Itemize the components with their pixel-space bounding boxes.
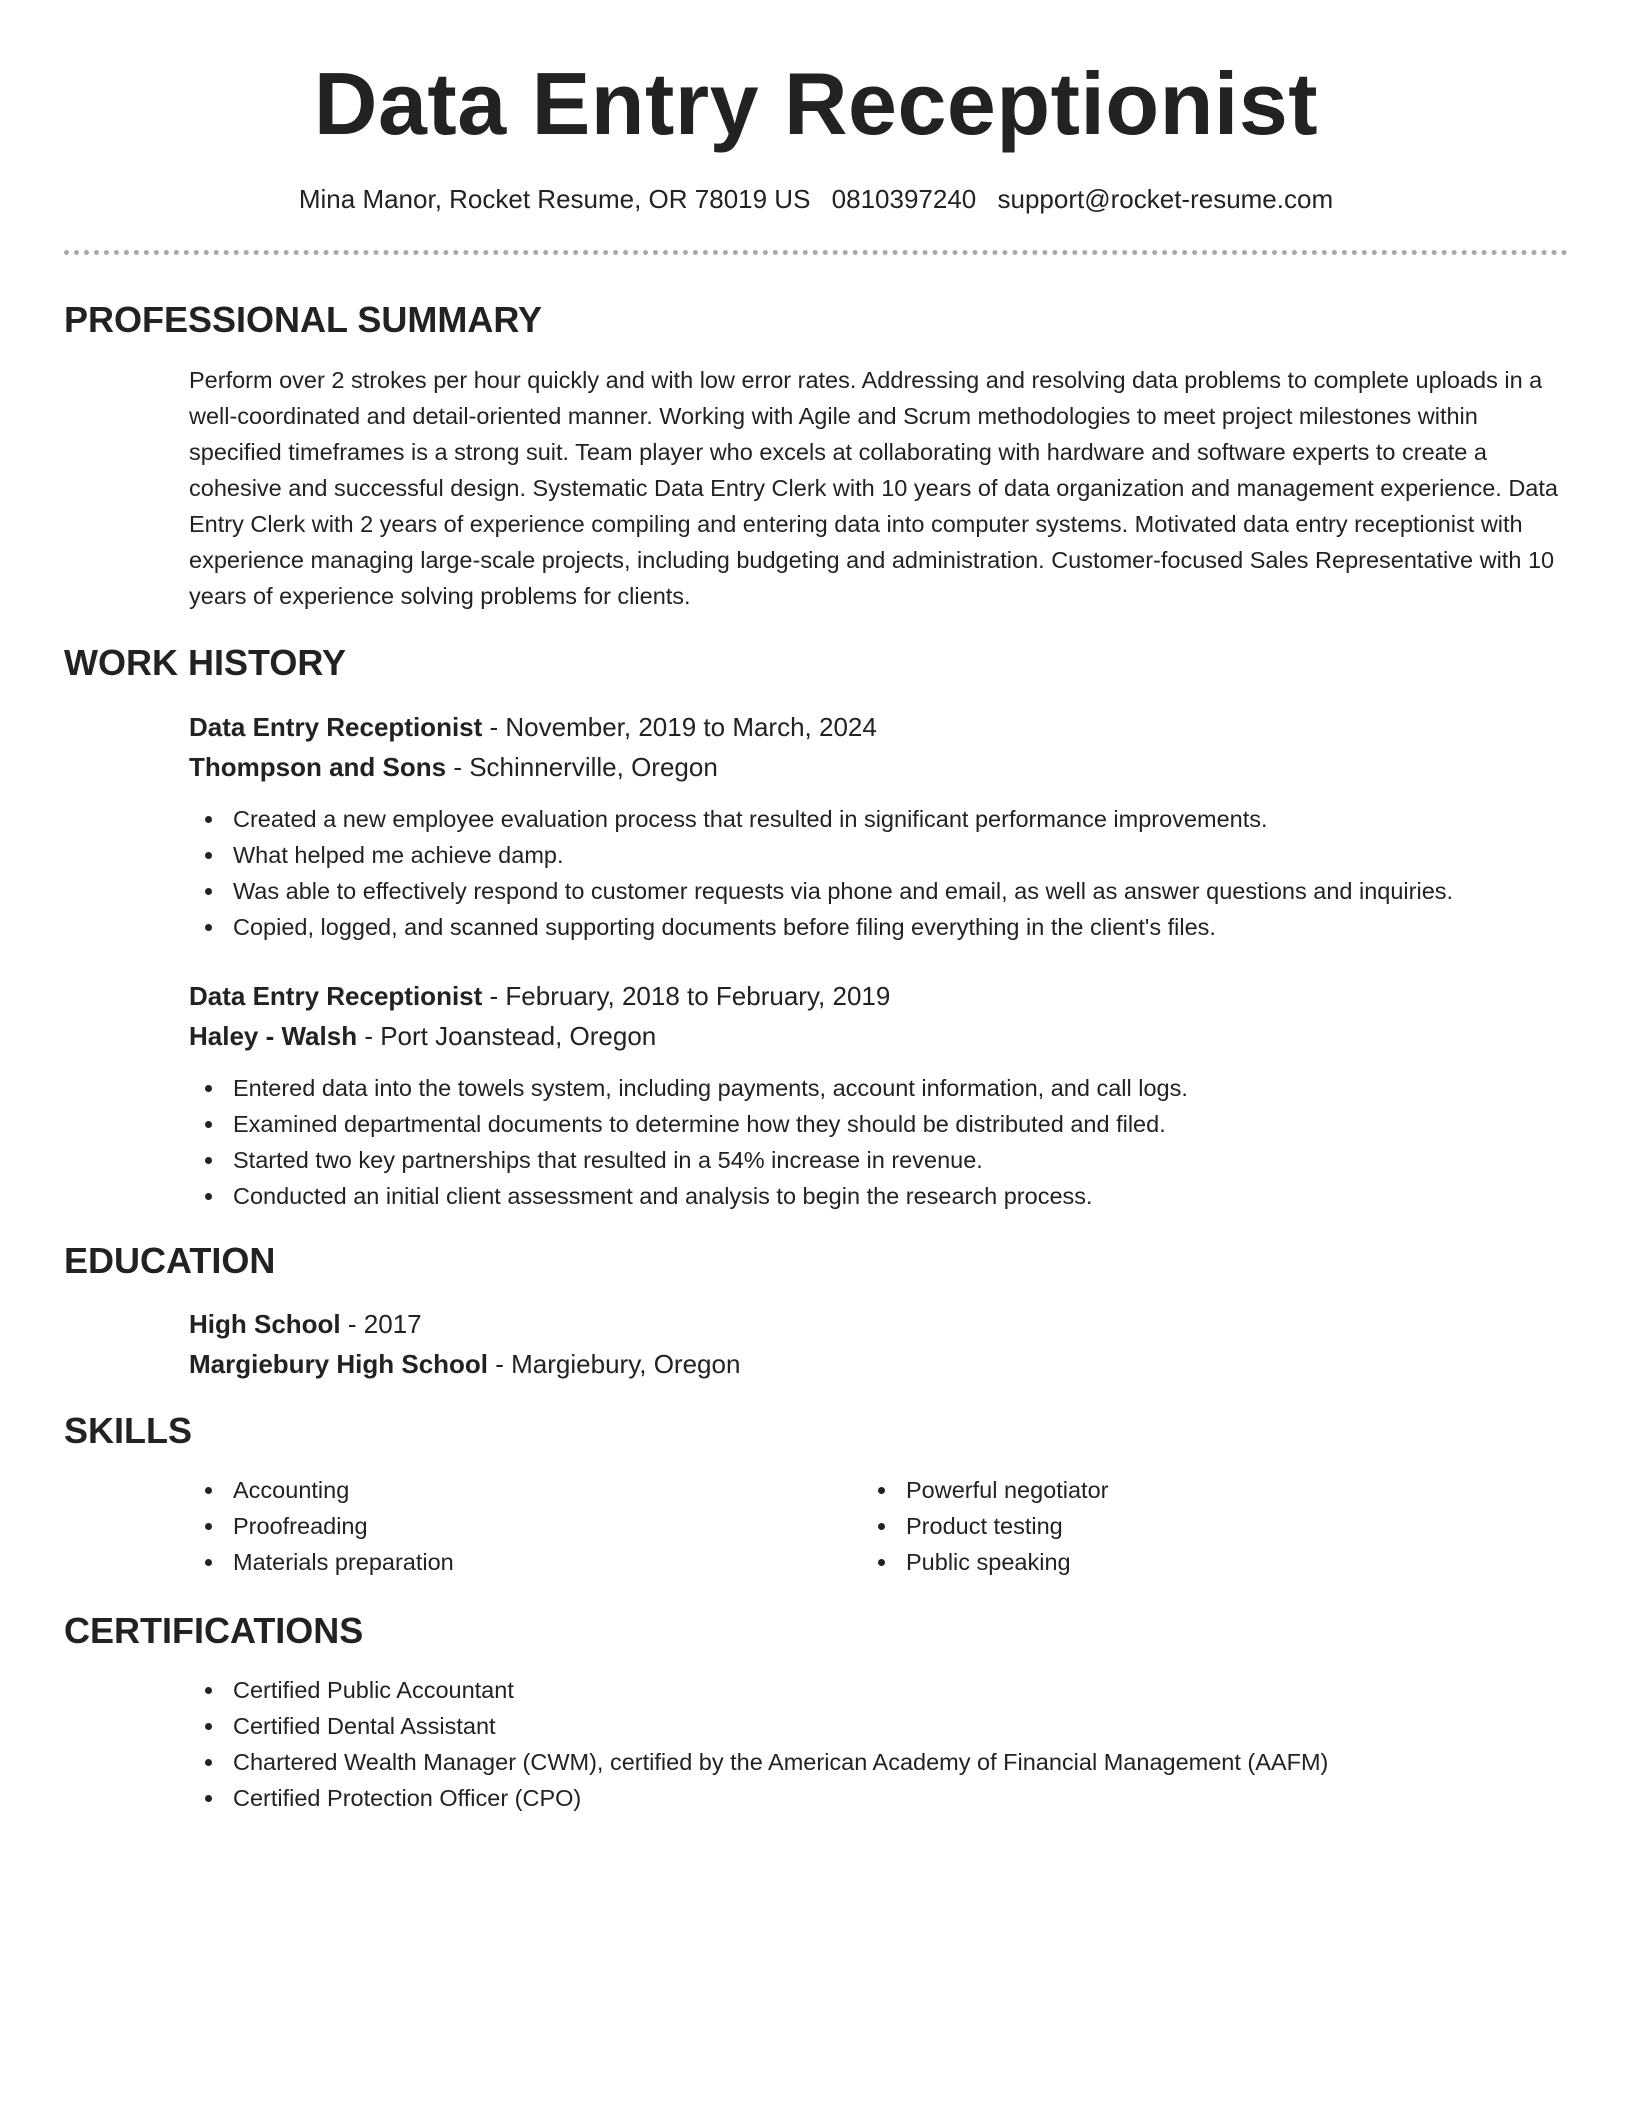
job-role: Data Entry Receptionist [189, 981, 483, 1011]
certification-item: Certified Protection Officer (CPO) [189, 1780, 1569, 1816]
list-item: Conducted an initial client assessment and analysis to begin the research process. [189, 1178, 1569, 1214]
job-dates: - November, 2019 to March, 2024 [482, 712, 877, 742]
header-divider [64, 250, 1568, 255]
job-role: Data Entry Receptionist [189, 712, 483, 742]
list-item: Created a new employee evaluation process that resulted in significant performance improvements. [189, 801, 1569, 837]
skill-item: Public speaking [862, 1544, 1542, 1580]
skills-list-left [189, 1472, 869, 1580]
list-item: Was able to effectively respond to customer requests via phone and email, as well as answer questions and inquiries. [189, 873, 1569, 909]
skills-list-right [862, 1472, 1542, 1580]
job-entry [189, 976, 1569, 1214]
candidate-name: Data Entry Receptionist [313, 54, 1319, 153]
section-title-education: EDUCATION [64, 1240, 276, 1281]
skill-item: Product testing [862, 1508, 1542, 1544]
skill-item: Powerful negotiator [862, 1472, 1542, 1508]
job-company-line [189, 747, 1569, 787]
list-item: What helped me achieve damp. [189, 837, 1569, 873]
section-title-skills: SKILLS [64, 1410, 193, 1451]
contact-line [0, 180, 1632, 218]
job-company: Haley - Walsh [189, 1021, 358, 1051]
education-entry [189, 1304, 1569, 1384]
job-location: - Schinnerville, Oregon [446, 752, 718, 782]
education-year: - 2017 [340, 1309, 422, 1339]
education-location: - Margiebury, Oregon [488, 1349, 741, 1379]
certification-item: Certified Public Accountant [189, 1672, 1569, 1708]
contact-address: Mina Manor, Rocket Resume, OR 78019 US [298, 184, 811, 214]
list-item: Started two key partnerships that resulted in a 54% increase in revenue. [189, 1142, 1569, 1178]
skill-item: Accounting [189, 1472, 869, 1508]
summary-text: Perform over 2 strokes per hour quickly and with low error rates. Addressing and resolving data problems to complete uploads in a well-coordinated and detail-oriented manner. Working with Agile and Scrum methodologies to meet project milestones within specified timeframes is a strong suit. Team player who excels at collaborating with hardware and software experts to create a cohesive and successful design. Systematic Data Entry Clerk with 10 years of data organization and management experience. Data Entry Clerk with 2 years of experience compiling and entering data into computer systems. Motivated data entry receptionist with experience managing large-scale projects, including budgeting and administration. Customer-focused Sales Representative with 10 years of experience solving problems for clients. [189, 367, 1558, 609]
job-title-line [189, 976, 1569, 1016]
contact-phone: 0810397240 [831, 184, 977, 214]
job-company-line [189, 1016, 1569, 1056]
contact-email: support@rocket-resume.com [997, 184, 1334, 214]
job-company: Thompson and Sons [189, 752, 447, 782]
job-dates: - February, 2018 to February, 2019 [482, 981, 891, 1011]
section-title-summary: PROFESSIONAL SUMMARY [64, 299, 543, 340]
education-school: Margiebury High School [189, 1349, 489, 1379]
job-entry [189, 707, 1569, 945]
list-item: Examined departmental documents to determine how they should be distributed and filed. [189, 1106, 1569, 1142]
job-title-line [189, 707, 1569, 747]
education-degree: High School [189, 1309, 341, 1339]
section-title-certifications: CERTIFICATIONS [64, 1610, 364, 1651]
certification-item: Certified Dental Assistant [189, 1708, 1569, 1744]
education-school-line [189, 1344, 1569, 1384]
certification-item: Chartered Wealth Manager (CWM), certified by the American Academy of Financial Management (AAFM) [189, 1744, 1569, 1780]
education-degree-line [189, 1304, 1569, 1344]
certifications-list [189, 1672, 1569, 1816]
job-bullets [189, 801, 1569, 945]
section-title-work-history: WORK HISTORY [64, 642, 347, 683]
skill-item: Materials preparation [189, 1544, 869, 1580]
list-item: Entered data into the towels system, including payments, account information, and call logs. [189, 1070, 1569, 1106]
job-location: - Port Joanstead, Oregon [357, 1021, 657, 1051]
list-item: Copied, logged, and scanned supporting documents before filing everything in the client's files. [189, 909, 1569, 945]
job-bullets [189, 1070, 1569, 1214]
skill-item: Proofreading [189, 1508, 869, 1544]
